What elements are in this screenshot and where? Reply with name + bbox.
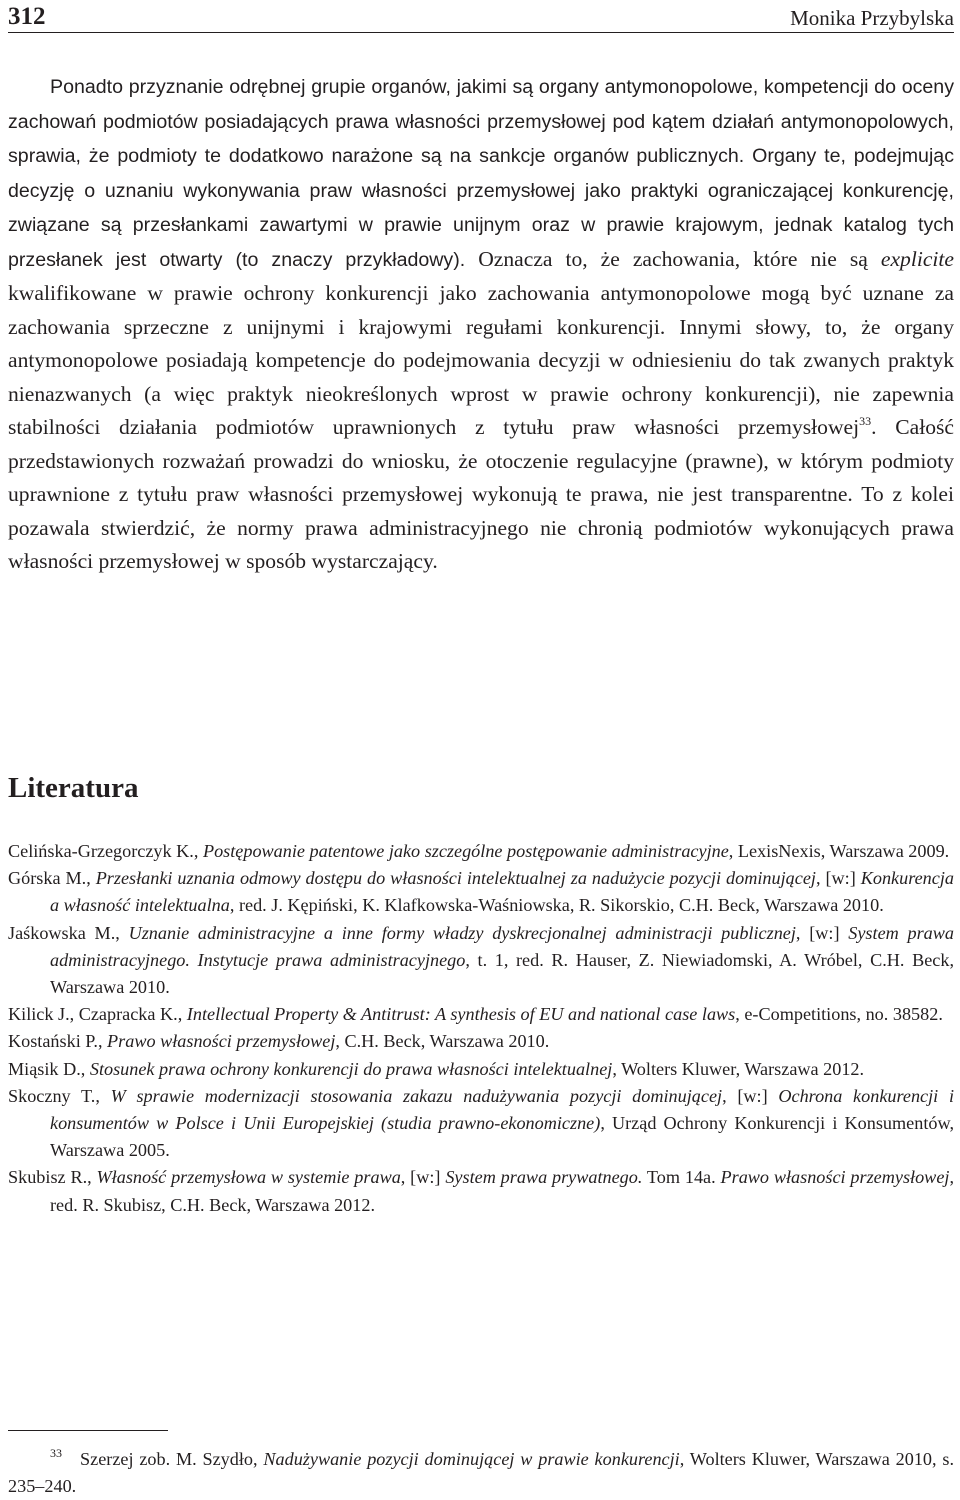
bibliography-entry: Kostański P., Prawo własności przemysłowej, C.H. Beck, Warszawa 2010. <box>8 1031 550 1052</box>
bibliography-entry: Celińska-Grzegorczyk K., Postępowanie patentowe jako szczególne postępowanie administracyjne, LexisNexis, Warszawa 2009. <box>8 841 950 861</box>
bibliography-entry: Skoczny T., W sprawie modernizacji stosowania zakazu nadużywania pozycji dominującej, [w:] Ochrona konkurencji i konsumentów w Polsce i Unii Europejskiej (studia prawno-ekonomiczne), Urząd Ochrony Konkurencji i Konsumentów, Warszawa 2005. <box>8 1085 954 1161</box>
paragraph-text: Oznacza to, że zachowania, które nie są <box>465 246 881 271</box>
paragraph-text: . Całość przedstawionych rozważań prowadzi do wniosku, że otoczenie regulacyjne (prawne), w którym podmioty uprawnione z tytułu praw własności przemysłowej wykonują te prawa, nie jest transparentne. To z kolei pozawala stwierdzić, że normy prawa administracyjnego nie chronią podmiotów wykonujących prawa własności przemysłowej w sposób wystarczający. <box>8 415 954 573</box>
paragraph-italic-term: explicite <box>880 246 954 271</box>
bibliography-entry: Kilick J., Czapracka K., Intellectual Property & Antitrust: A synthesis of EU and national case laws, e-Competitions, no. 38582. <box>8 1004 943 1025</box>
paragraph-text: kwalifikowane w prawie ochrony konkurencji jako zachowania antymonopolowe mogą być uznane za zachowania sprzeczne z unijnymi i krajowymi regułami konkurencji. Innymi słowy, to, że organy antymonopolowe posiadają kompetencje do podejmowania decyzji w odniesieniu do tak zwanych praktyk nienazwanych (a więc praktyk nieokreślonych wprost w prawie ochrony konkurencji), nie zapewnia stabilności działania podmiotów uprawnionych z tytułu praw własności przemysłowej <box>8 281 954 439</box>
footnote-reference[interactable]: 33 <box>859 414 872 428</box>
running-head-author: Monika Przybylska <box>790 6 954 30</box>
page-header <box>8 3 954 31</box>
body-paragraph <box>8 70 954 579</box>
header-divider <box>8 32 954 33</box>
footnote-title: Nadużywanie pozycji dominującej w prawie konkurencji <box>263 1449 680 1469</box>
bibliography-list <box>8 838 954 1219</box>
bibliography-entry: Górska M., Przesłanki uznania odmowy dostępu do własności intelektualnej za nadużycie pozycji dominującej, [w:] Konkurencja a własność intelektualna, red. J. Kępiński, K. Klafkowska-Waśniowska, R. Sikorskio, C.H. Beck, Warszawa 2010. <box>8 868 954 916</box>
bibliography-entry: Jaśkowska M., Uznanie administracyjne a inne formy władzy dyskrecjonalnej administracji publicznej, [w:] System prawa administracyjnego. Instytucje prawa administracyjnego, t. 1, red. R. Hauser, Z. Niewiadomski, A. Wróbel, C.H. Beck, Warszawa 2010. <box>8 922 955 998</box>
footnote-number: 33 <box>50 1446 62 1460</box>
footnote-divider <box>8 1430 168 1431</box>
bibliography-entry: Skubisz R., Własność przemysłowa w systemie prawa, [w:] System prawa prywatnego. Tom 14a. Prawo własności przemysłowej, red. R. Skubisz, C.H. Beck, Warszawa 2012. <box>8 1167 954 1215</box>
paragraph-sans-part: Ponadto przyznanie odrębnej grupie organów, jakimi są organy antymonopolowe, kompetencji do oceny zachowań podmiotów posiadających prawa własności przemysłowej pod kątem działań antymonopolowych, sprawia, że podmioty te dodatkowo narażone są na sankcje organów publicznych. Organy te, podejmując decyzję o uznaniu wykonywania praw własności przemysłowej jako praktyki ograniczającej konkurencję, związane są przesłankami zawartymi w prawie unijnym oraz w prawie krajowym, jednak katalog tych przesłanek jest otwarty (to znaczy przykładowy). <box>8 76 954 271</box>
footnote: $^{33}$ Szerzej zob. M. Szydło, Nadużywanie pozycji dominującej w prawie konkurencji, Wolters Kluwer, Warszawa 2010, s. 235–240. <box>8 1446 955 1496</box>
section-title: Literatura <box>8 772 139 804</box>
bibliography-entry: Miąsik D., Stosunek prawa ochrony konkurencji do prawa własności intelektualnej, Wolters Kluwer, Warszawa 2012. <box>8 1058 865 1079</box>
page-number: 312 <box>8 3 46 30</box>
